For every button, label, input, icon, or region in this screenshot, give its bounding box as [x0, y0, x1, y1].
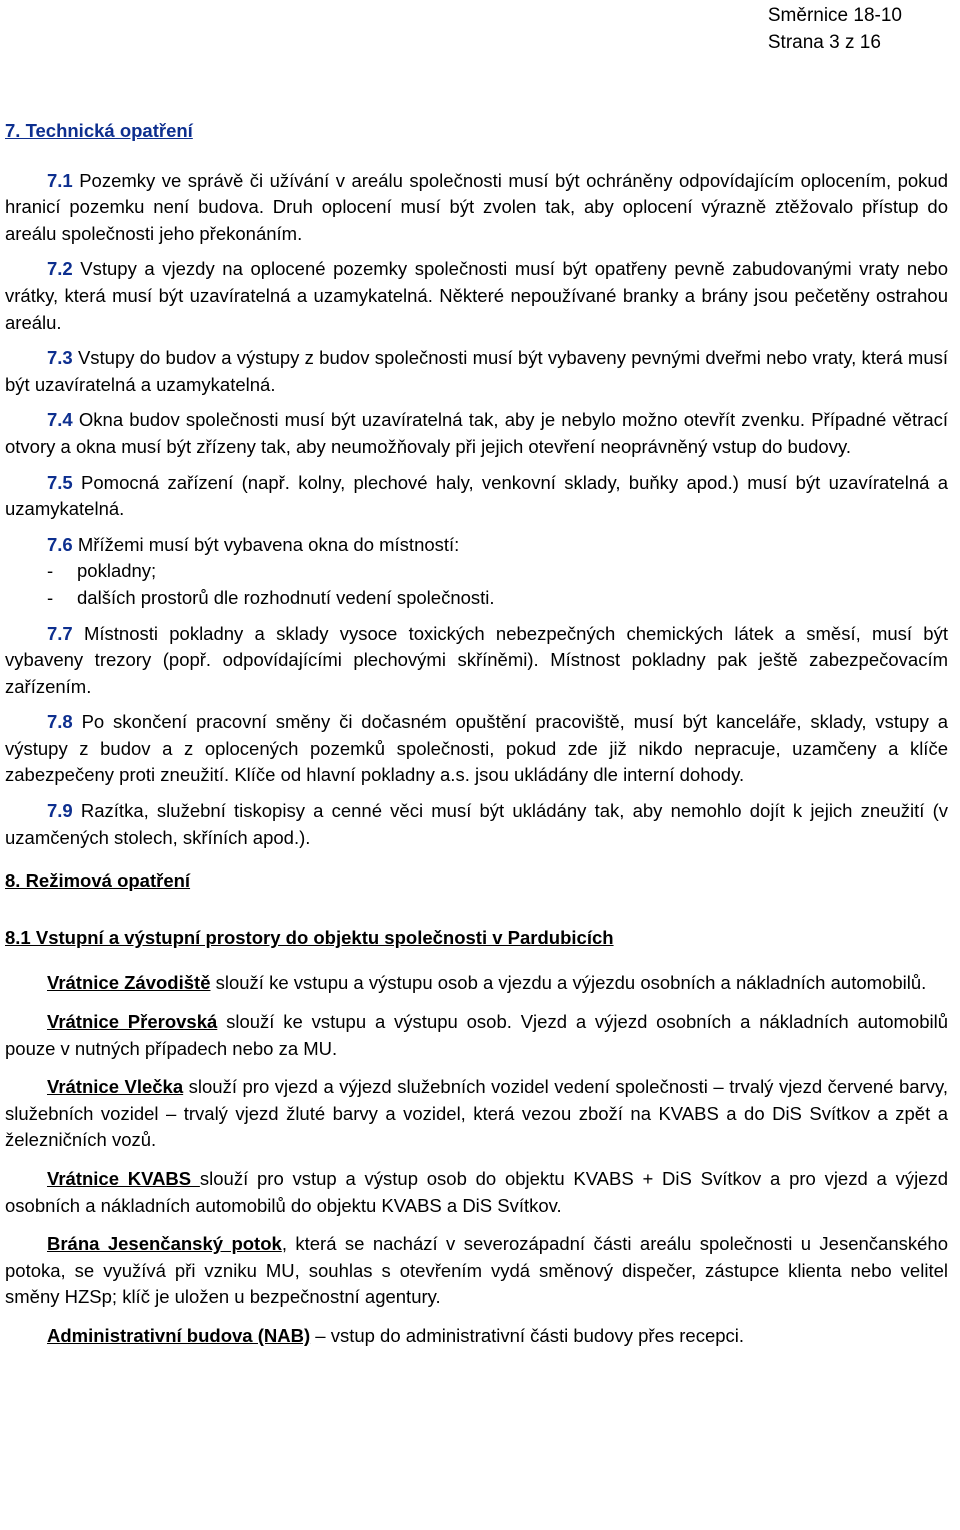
paragraph-text: Razítka, služební tiskopisy a cenné věci musí být ukládány tak, aby nemohlo dojít k jejich zneužití (v uzamčených stolech, skříních apod.).	[5, 800, 948, 848]
list-dash: -	[47, 560, 54, 582]
paragraph-number: 7.1	[47, 169, 73, 191]
paragraph-text: Pomocná zařízení (např. kolny, plechové haly, venkovní sklady, buňky apod.) musí být uzavíratelná a uzamykatelná.	[5, 471, 948, 520]
paragraph-7-1	[5, 168, 948, 248]
section-8-1-heading: 8.1 Vstupní a výstupní prostory do objektu společnosti v Pardubicích	[5, 926, 614, 948]
document-body	[5, 118, 948, 1350]
gate-name: Vrátnice KVABS	[47, 1168, 200, 1189]
paragraph-number: 7.5	[47, 471, 73, 493]
list-dash: -	[47, 586, 54, 608]
directive-number: Směrnice 18-10	[767, 5, 902, 26]
paragraph-7-5	[5, 470, 948, 523]
list-item-text: dalších prostorů dle rozhodnutí vedení společnosti.	[77, 586, 495, 608]
paragraph-text: Okna budov společnosti musí být uzavíratelná tak, aby je nebylo možno otevřít zvenku. Případné větrací otvory a okna musí být zřízeny tak, aby neumožňovaly při jejich otevření neoprávněný vstup do budovy.	[5, 409, 948, 457]
building-nab	[5, 1323, 948, 1350]
gate-description: slouží pro vstup a výstup osob do objektu KVABS + DiS Svítkov a pro vjezd a výjezd osobních a nákladních automobilů do objektu KVABS a DiS Svítkov.	[5, 1168, 949, 1216]
paragraph-text: Vstupy a vjezdy na oplocené pozemky společnosti musí být opatřeny pevně zabudovanými vraty nebo vrátky, která musí být uzavíratelná a uzamykatelná. Některé nepoužívané branky a brány jsou pečetěny ostrahou areálu.	[5, 258, 948, 333]
section-8-heading: 8. Režimová opatření	[5, 870, 191, 892]
paragraph-text: Po skončení pracovní směny či dočasném opuštění pracoviště, musí být kanceláře, sklady, vstupy a výstupy z budov a z oplocených pozemků společnosti, pokud zde již nikdo nepracuje, uzamčeny a klíče zabezpečeny proti zneužití. Klíče od hlavní pokladny a.s. jsou ukládány dle interní dohody.	[5, 711, 948, 786]
paragraph-number: 7.7	[47, 622, 73, 644]
paragraph-7-6	[5, 532, 948, 559]
paragraph-7-8	[5, 709, 948, 789]
paragraph-number: 7.3	[47, 347, 73, 369]
gate-name: Vrátnice Přerovská	[47, 1011, 218, 1033]
gate-zavodiste	[5, 970, 948, 997]
gate-kvabs	[5, 1166, 948, 1219]
gate-description: – vstup do administrativní části budovy přes recepci.	[310, 1324, 745, 1346]
paragraph-7-2	[5, 256, 948, 336]
paragraph-number: 7.8	[47, 711, 73, 733]
paragraph-text: Místnosti pokladny a sklady vysoce toxických nebezpečných chemických látek a směsí, musí být vybaveny trezory (popř. odpovídajícími plechovými skříněmi). Místnost pokladny pak ještě zabezpečovacím zařízením.	[5, 622, 948, 697]
gate-name: Vrátnice Vlečka	[47, 1076, 184, 1098]
gate-description: slouží ke vstupu a výstupu osob. Vjezd a výjezd osobních a nákladních automobilů pouze v nutných případech nebo za MU.	[5, 1011, 949, 1059]
list-item	[5, 558, 948, 585]
paragraph-7-3	[5, 345, 948, 398]
gate-name: Administrativní budova (NAB)	[47, 1324, 311, 1346]
gate-name: Vrátnice Závodiště	[47, 972, 211, 994]
paragraph-number: 7.4	[47, 409, 73, 431]
gate-description: , která se nachází v severozápadní části areálu společnosti u Jesenčanského potoka, se využívá při vzniku MU, souhlas s otevřením vydá směnový dispečer, zástupce klienta nebo velitel směny HZSp; klíč je uložen u bezpečnostní agentury.	[5, 1233, 948, 1308]
gate-description: slouží pro vjezd a výjezd služebních vozidel vedení společnosti – trvalý vjezd červené barvy, služebních vozidel – trvalý vjezd žluté barvy a vozidel, která vezou zboží na KVABS a do DiS Svítkov a zpět a železničních vozů.	[5, 1076, 948, 1151]
paragraph-text: Pozemky ve správě či užívání v areálu společnosti musí být ochráněny odpovídajícím oplocením, pokud hranicí pozemku není budova. Druh oplocení musí být zvolen tak, aby oplocení výrazně ztěžovalo přístup do areálu společnosti jeho překonáním.	[5, 169, 948, 244]
list-item-text: pokladny;	[77, 560, 157, 582]
paragraph-number: 7.2	[47, 258, 73, 280]
gate-description: slouží ke vstupu a výstupu osob a vjezdu a výjezdu osobních a nákladních automobilů.	[210, 972, 927, 994]
gate-name: Brána Jesenčanský potok	[47, 1233, 282, 1255]
paragraph-number: 7.9	[47, 800, 73, 822]
gate-prerovska	[5, 1009, 948, 1062]
paragraph-text: Mřížemi musí být vybavena okna do místností:	[72, 533, 460, 555]
paragraph-7-7	[5, 621, 948, 701]
section-7-heading: 7. Technická opatření	[5, 120, 193, 141]
paragraph-number: 7.6	[47, 533, 73, 555]
gate-jesencansky-potok	[5, 1231, 948, 1311]
paragraph-text: Vstupy do budov a výstupy z budov společnosti musí být vybaveny pevnými dveřmi nebo vraty, která musí být uzavíratelná a uzamykatelná.	[5, 347, 948, 395]
page-number: Strana 3 z 16	[767, 32, 881, 53]
gate-vlecka	[5, 1074, 948, 1154]
paragraph-7-9	[5, 798, 948, 851]
paragraph-7-4	[5, 407, 948, 460]
list-item	[5, 585, 948, 612]
page-header	[768, 2, 902, 56]
